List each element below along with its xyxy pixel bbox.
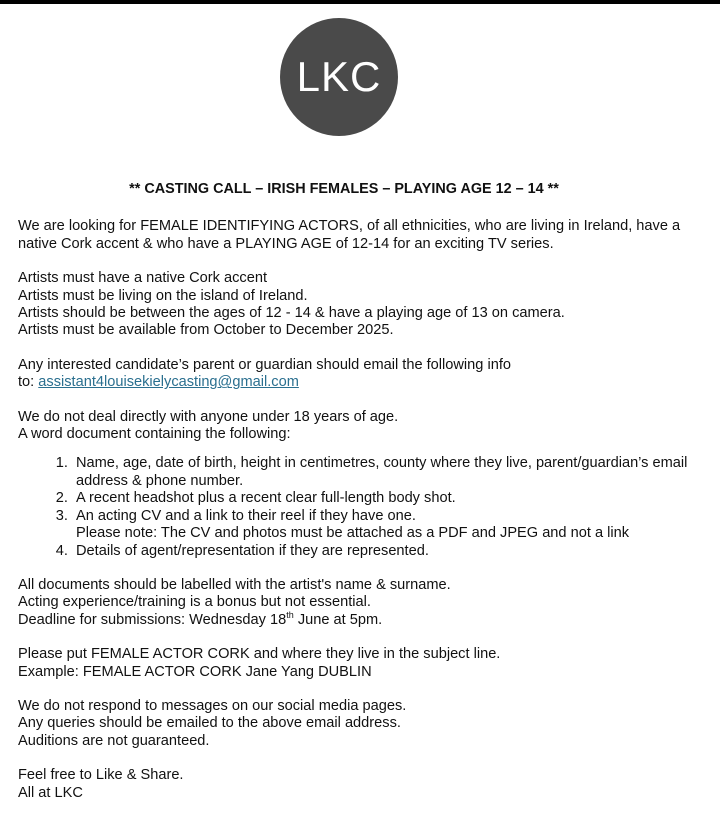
signoff-line: All at LKC <box>18 784 83 801</box>
casting-call-document <box>18 181 708 802</box>
list-item-note: Please note: The CV and photos must be attached as a PDF and JPEG and not a link <box>76 525 630 542</box>
notice-block <box>18 409 708 444</box>
contact-block <box>18 357 708 392</box>
logo-text: LKC <box>296 53 382 101</box>
requirement-line: Artists must be available from October to December 2025. <box>18 322 394 339</box>
requirement-line: Artists must be living on the island of Ireland. <box>18 287 308 304</box>
list-item <box>72 508 708 543</box>
deadline-line <box>18 609 708 629</box>
email-link[interactable]: assistant4louisekielycasting@gmail.com <box>38 374 299 391</box>
intro-paragraph: We are looking for FEMALE IDENTIFYING ACTORS, of all ethnicities, who are living in Ireland, have a native Cork accent & who have a PLAYING AGE of 12-14 for an exciting TV series. <box>18 218 681 252</box>
subject-line: Please put FEMALE ACTOR CORK and where they live in the subject line. <box>18 646 501 663</box>
subject-block <box>18 646 708 681</box>
signoff-line: Feel free to Like & Share. <box>18 767 184 784</box>
deadline-superscript: th <box>286 609 294 620</box>
requirement-line: Artists must have a native Cork accent <box>18 270 268 287</box>
requirement-line: Artists should be between the ages of 12 - 14 & have a playing age of 13 on camera. <box>18 305 565 322</box>
subject-line: Example: FEMALE ACTOR CORK Jane Yang DUBLIN <box>18 663 372 680</box>
list-item: 1. Name, age, date of birth, height in centimetres, county where they live, parent/guardian’s email address & phone number. <box>72 455 708 490</box>
notice-line: We do not deal directly with anyone under 18 years of age. <box>18 408 399 425</box>
document-checklist <box>18 455 708 559</box>
requirements-block <box>18 270 708 340</box>
documents-block <box>18 577 708 629</box>
notice-line: A word document containing the following: <box>18 426 291 443</box>
lkc-logo <box>280 18 398 136</box>
social-line: Auditions are not guaranteed. <box>18 732 210 749</box>
documents-line: Acting experience/training is a bonus but not essential. <box>18 594 371 611</box>
list-item: 4. Details of agent/representation if they are represented. <box>72 543 708 560</box>
list-item: 2. A recent headshot plus a recent clear full-length body shot. <box>72 490 708 507</box>
top-border <box>0 0 720 4</box>
page-title: ** CASTING CALL – IRISH FEMALES – PLAYING AGE 12 – 14 ** <box>129 181 559 197</box>
deadline-suffix: June at 5pm. <box>293 611 383 628</box>
social-line: We do not respond to messages on our social media pages. <box>18 697 407 714</box>
social-line: Any queries should be emailed to the above email address. <box>18 715 401 732</box>
signoff-block <box>18 767 708 802</box>
social-block <box>18 698 708 750</box>
deadline-prefix: Deadline for submissions: Wednesday 18 <box>18 611 287 628</box>
list-item-text: An acting CV and a link to their reel if they have one. <box>76 507 416 524</box>
contact-email-line <box>18 374 708 391</box>
documents-line: All documents should be labelled with the artist's name & surname. <box>18 576 451 593</box>
contact-line: Any interested candidate’s parent or guardian should email the following info <box>18 356 511 373</box>
to-label: to: <box>18 374 39 391</box>
